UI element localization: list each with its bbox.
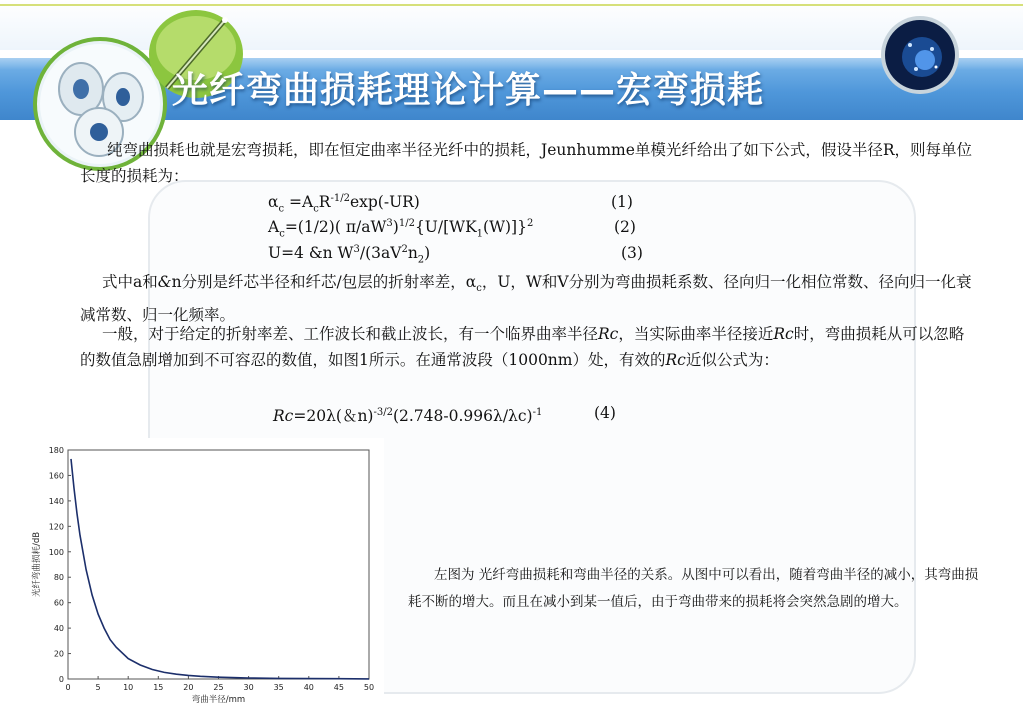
fiber-bundle-image <box>880 15 960 95</box>
x-tick-label: 30 <box>243 683 254 692</box>
y-tick-label: 120 <box>48 522 64 532</box>
y-tick-label: 100 <box>48 547 64 557</box>
paragraph-intro: 纯弯曲损耗也就是宏弯损耗，即在恒定曲率半径光纤中的损耗，Jeunhumme单模光纤给出了如下公式，假设半径R，则每单位长度的损耗为： <box>80 141 973 185</box>
x-tick-label: 40 <box>303 683 314 692</box>
x-tick-label: 10 <box>123 683 134 692</box>
x-tick-label: 25 <box>213 683 224 692</box>
y-axis-label: 光纤弯曲损耗/dB <box>32 531 42 598</box>
x-axis-label: 弯曲半径/mm <box>191 695 246 705</box>
x-tick-label: 50 <box>363 683 375 692</box>
formula-1: $\alpha_c =A_cR^{-1/2}\exp(-UR)$ <box>268 193 420 215</box>
x-tick-label: 20 <box>183 683 194 692</box>
formula-3-number: (3) <box>621 244 643 262</box>
bend-loss-chart-svg <box>20 438 384 708</box>
x-tick-label: 35 <box>273 683 284 692</box>
y-tick-label: 0 <box>58 675 64 684</box>
y-tick-label: 20 <box>53 649 64 659</box>
y-tick-label: 180 <box>48 446 64 455</box>
x-tick-label: 0 <box>65 683 71 692</box>
x-tick-label: 15 <box>153 683 164 692</box>
formula-3: U=4 &n $W^3/(3aV^2n_2)$ <box>268 244 431 266</box>
y-tick-label: 160 <box>48 471 64 481</box>
formula-4-number: (4) <box>594 404 616 422</box>
y-tick-label: 40 <box>53 624 64 634</box>
formula-2: $A_c=(1/2)$( $\pi/aW^3)^{1/2}\{U/[WK_1(W)]\}^2$ <box>268 218 534 240</box>
paragraph-definitions: 式中a和&n分别是纤芯半径和纤芯/包层的折射率差，$\alpha_c$，U，W和V分别为弯曲损耗系数、径向归一化相位常数、径向归一化衰减常数、归一化频率。 <box>80 273 972 325</box>
x-tick-label: 5 <box>95 683 101 692</box>
loss-curve <box>71 459 369 679</box>
bend-loss-chart <box>20 438 384 708</box>
formula-4: Rc=20λ(＆$n)^{-3/2}(2.748-0.996\lambda/\lambda c)^{-1}$ <box>273 406 543 425</box>
page-title: 光纤弯曲损耗理论计算——宏弯损耗 <box>172 70 765 111</box>
y-tick-label: 140 <box>48 496 64 506</box>
formula-2-number: (2) <box>614 218 636 236</box>
top-rule <box>0 4 1023 6</box>
paragraph-critical-radius: 一般，对于给定的折射率差、工作波长和截止波长，有一个临界曲率半径Rc，当实际曲率半径接近Rc时，弯曲损耗从可以忽略的数值急剧增加到不可容忍的数值，如图1所示。在通常波段（1000nm）处，有效的Rc近似公式为： <box>80 325 965 369</box>
x-tick-label: 45 <box>333 683 344 692</box>
y-tick-label: 60 <box>53 598 64 608</box>
figure-caption: 左图为 光纤弯曲损耗和弯曲半径的关系。从图中可以看出，随着弯曲半径的减小，其弯曲损耗不断的增大。而且在减小到某一值后，由于弯曲带来的损耗将会突然急剧的增大。 <box>408 567 979 610</box>
y-tick-label: 80 <box>53 573 64 583</box>
formula-1-number: (1) <box>611 193 633 211</box>
